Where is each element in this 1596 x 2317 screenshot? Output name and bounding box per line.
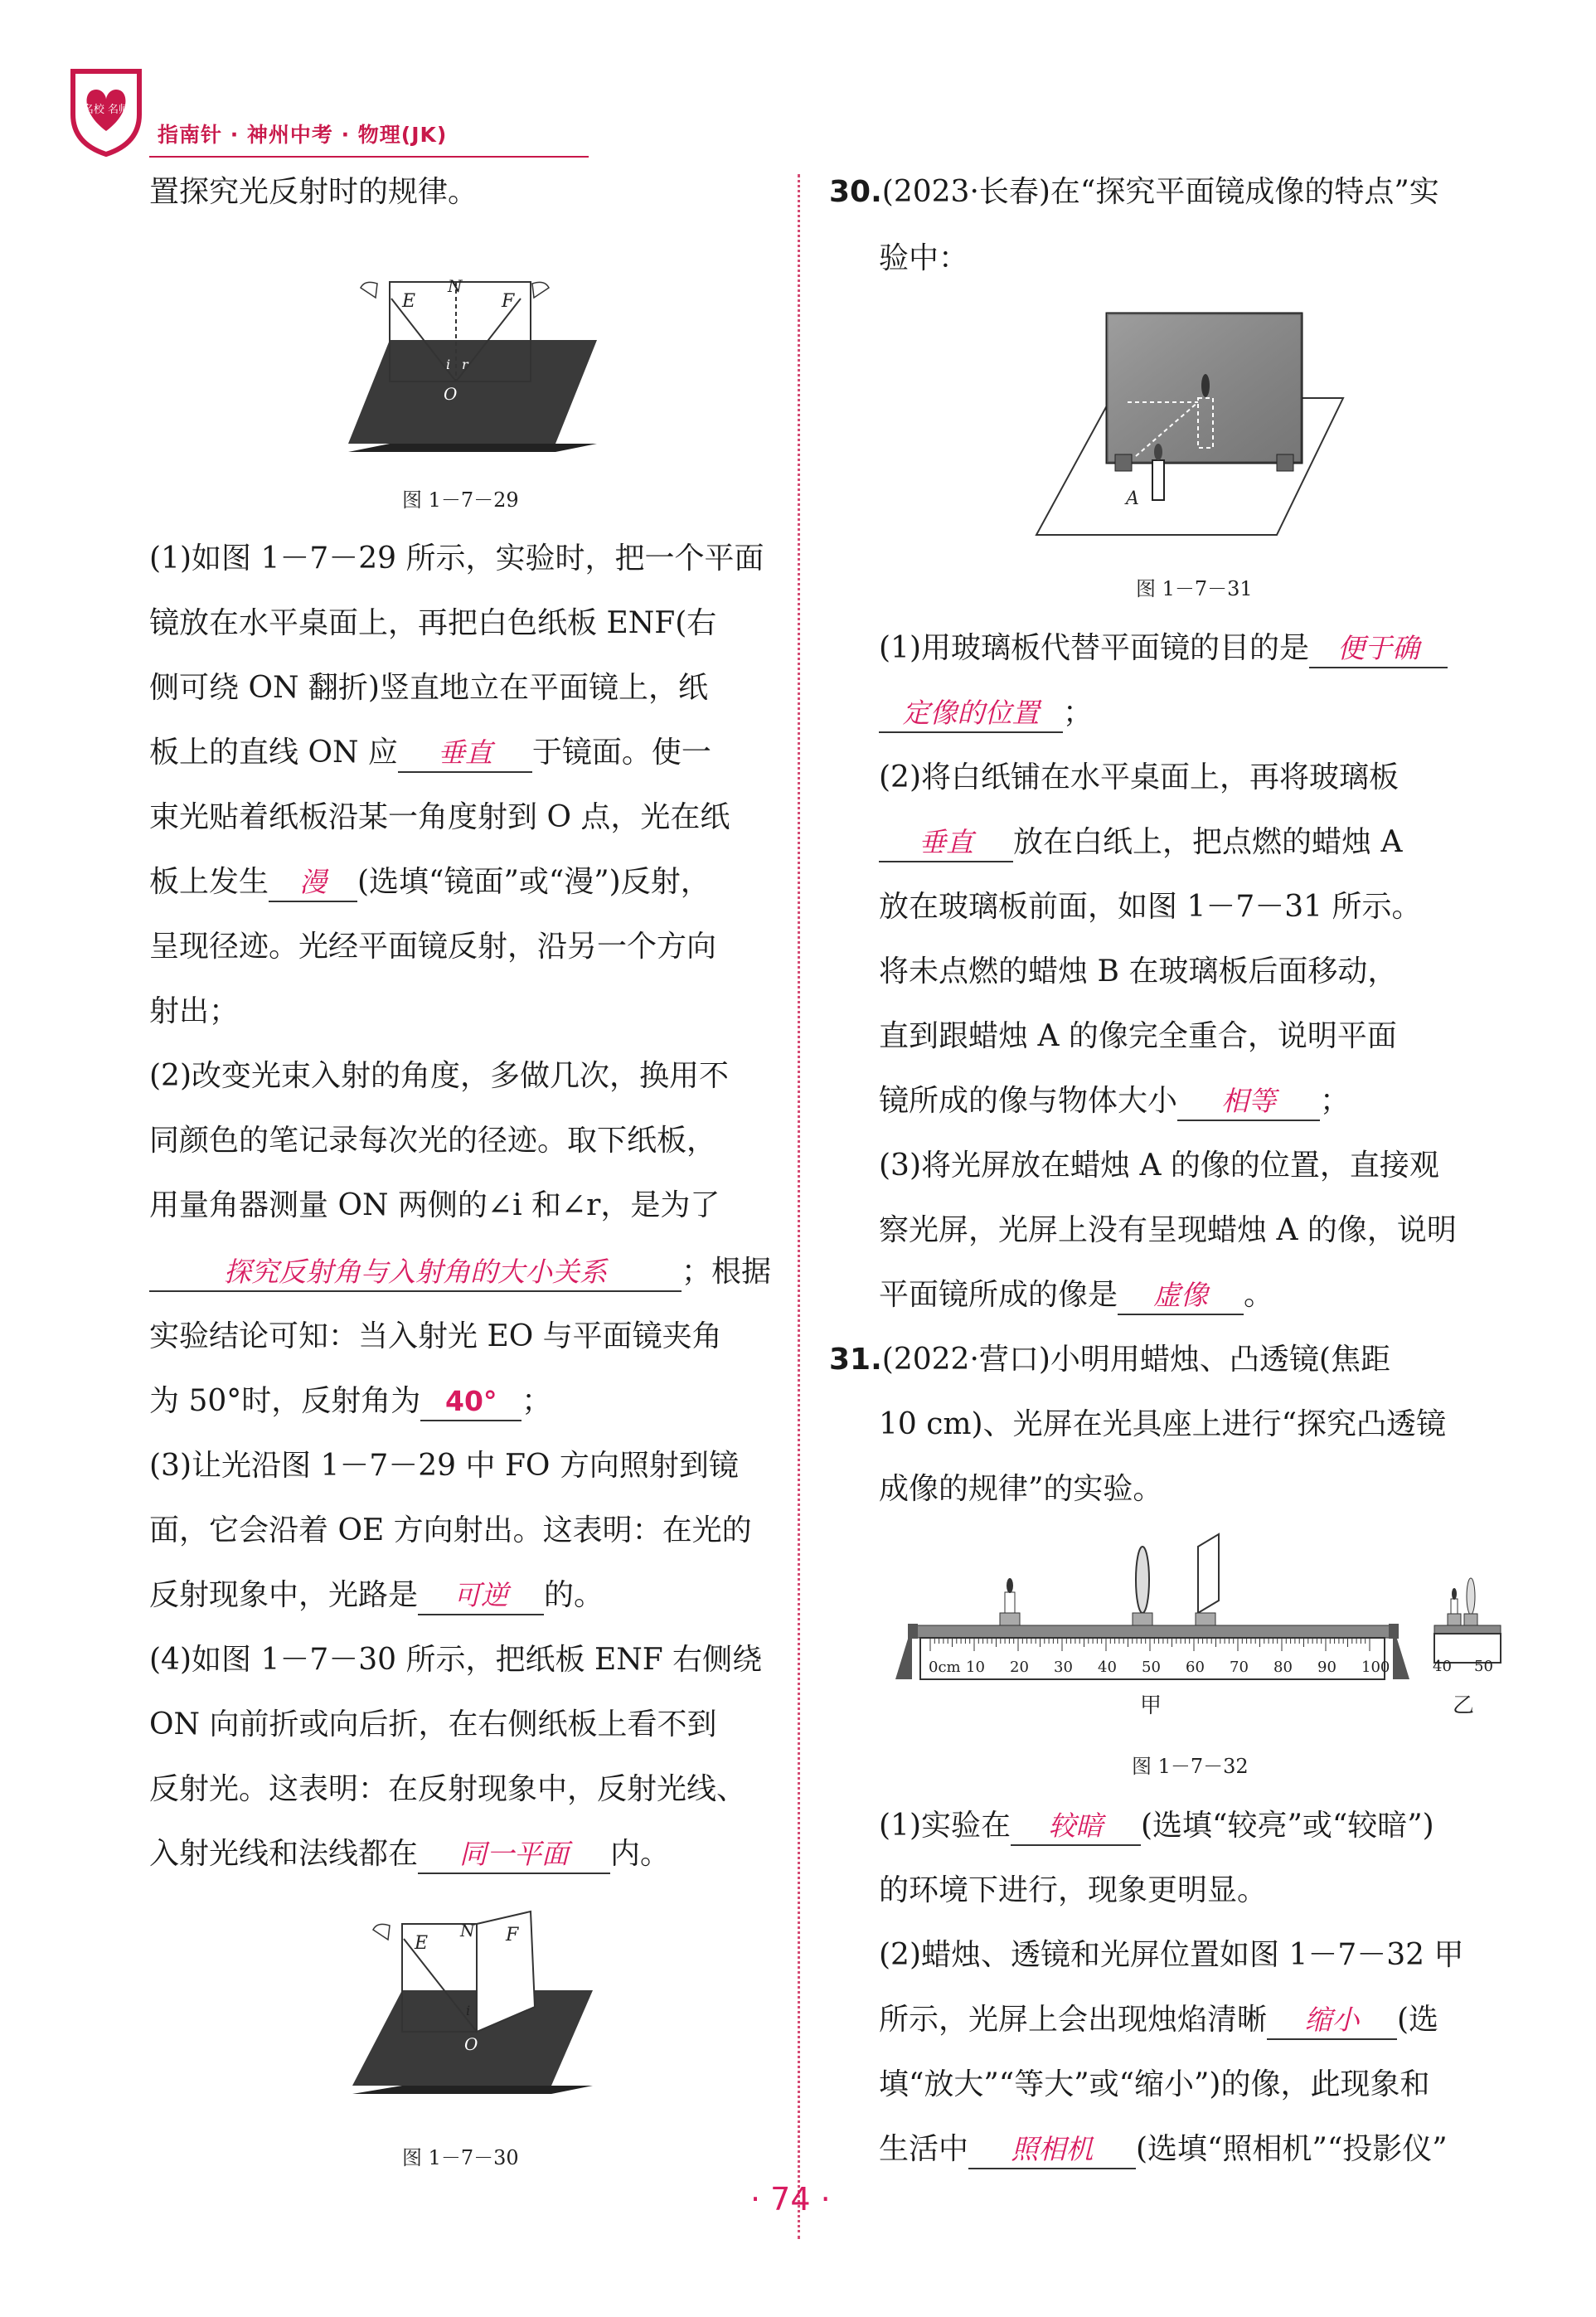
- q31-p2-line2: [879, 2002, 1438, 2040]
- p2-line6: [149, 1383, 551, 1421]
- q31-p1-line2: 的环境下进行，现象更明显。: [879, 1873, 1268, 1907]
- p2-line2: 同颜色的笔记录每次光的径迹。取下纸板，: [149, 1124, 717, 1158]
- q31-p2-l4-a: 生活中: [879, 2132, 969, 2166]
- q31-p2-line4: [879, 2131, 1448, 2169]
- p4-line4-a: 入射光线和法线都在: [149, 1837, 419, 1871]
- q31-p1-line1: [879, 1808, 1434, 1846]
- p1-line6-a: 板上发生: [149, 865, 269, 899]
- q30-p2-line2: [879, 824, 1402, 862]
- q31-line1: [829, 1342, 1390, 1378]
- fig32-label-jia: 甲: [1140, 1693, 1162, 1718]
- q31-line2: 10 cm)、光屏在光具座上进行“探究凸透镜: [879, 1407, 1447, 1441]
- fig29-label-r: r: [462, 357, 468, 372]
- q30-p3-line3: [879, 1277, 1273, 1315]
- ruler-tick-label: 0cm: [929, 1659, 961, 1676]
- answer-reversible: 可逆: [418, 1577, 544, 1615]
- q31-p1-b: (选填“较亮”或“较暗”): [1141, 1809, 1434, 1843]
- p1-line4-b: 于镜面。使一: [531, 736, 711, 770]
- q30-p1-line1: [879, 630, 1448, 668]
- header-title: 指南针 · 神州中考 · 物理(JK): [158, 123, 448, 147]
- ruler-tick-label: 100: [1361, 1659, 1390, 1676]
- q31-p1-a: (1)实验在: [879, 1809, 1011, 1843]
- q30-p1-line2: [879, 695, 1093, 733]
- ruler-tick-label: 70: [1230, 1659, 1249, 1676]
- answer-smaller: 缩小: [1267, 2002, 1397, 2040]
- ruler-tick-label: 80: [1273, 1659, 1293, 1676]
- p4-line2: ON 向前折或向后折，在右侧纸板上看不到: [149, 1707, 717, 1741]
- ruler-tick-label: 40: [1098, 1659, 1117, 1676]
- ruler-tick-label: 90: [1317, 1659, 1336, 1676]
- fig32-label-yi: 乙: [1453, 1693, 1475, 1718]
- fig29-label-o: O: [444, 384, 458, 404]
- q31-p2-l2-a: 所示，光屏上会出现烛焰清晰: [879, 2003, 1268, 2037]
- p2-line6-a: 为 50°时，反射角为: [149, 1384, 421, 1418]
- fig30-caption: 图 1－7－30: [402, 2146, 519, 2169]
- answer-locate-image-2: 定像的位置: [879, 695, 1063, 733]
- fig30-label-o: O: [464, 2034, 478, 2054]
- p1-line8: 射出；: [149, 994, 240, 1028]
- q31-line3: 成像的规律”的实验。: [879, 1472, 1163, 1506]
- fig31-label-a: A: [1126, 488, 1139, 509]
- q30-p2-line3: 放在玻璃板前面，如图 1－7－31 所示。: [879, 890, 1422, 924]
- p1-line7: 呈现径迹。光经平面镜反射，沿另一个方向: [149, 930, 717, 964]
- ruler-tick-label: 30: [1054, 1659, 1073, 1676]
- p4-line4: [149, 1836, 670, 1874]
- p3-line1: (3)让光沿图 1－7－29 中 FO 方向照射到镜: [149, 1449, 739, 1483]
- svg-text:名校 名师: 名校 名师: [82, 104, 130, 116]
- p2-line6-b: ；: [521, 1384, 552, 1418]
- ruler-tick-label: 20: [1010, 1659, 1029, 1676]
- fig32-caption: 图 1－7－32: [1132, 1755, 1249, 1778]
- answer-compare-angles: 探究反射角与入射角的大小关系: [149, 1254, 682, 1292]
- p3-line2: 面，它会沿着 OE 方向射出。这表明：在光的: [149, 1513, 752, 1547]
- figure-1-7-31: [1028, 307, 1360, 539]
- q30-p3-line1: (3)将光屏放在蜡烛 A 的像的位置，直接观: [879, 1149, 1439, 1183]
- left-intro: 置探究光反射时的规律。: [149, 175, 478, 209]
- answer-diffuse: 漫: [269, 864, 357, 902]
- p2-line4: [149, 1254, 771, 1292]
- fig30-label-f: F: [506, 1925, 519, 1945]
- q30-line1: [829, 174, 1439, 211]
- p1-line4-a: 板上的直线 ON 应: [149, 736, 398, 770]
- header-rule: [149, 156, 589, 158]
- figure-1-7-30: [344, 1907, 626, 2098]
- q30-p1-b: ；: [1063, 696, 1094, 730]
- p4-line1: (4)如图 1－7－30 所示，把纸板 ENF 右侧绕: [149, 1643, 763, 1677]
- fig32-small-tick-50: 50: [1474, 1658, 1493, 1675]
- fig29-label-e: E: [402, 291, 416, 312]
- fig30-label-n: N: [460, 1921, 475, 1941]
- answer-locate-image-1: 便于确: [1309, 630, 1448, 668]
- answer-darker: 较暗: [1011, 1808, 1141, 1846]
- p2-line3: 用量角器测量 ON 两侧的∠i 和∠r，是为了: [149, 1188, 720, 1222]
- q30-p2-line4: 将未点燃的蜡烛 B 在玻璃板后面移动，: [879, 954, 1398, 988]
- p1-line2: 镜放在水平桌面上，再把白色纸板 ENF(右: [149, 606, 717, 640]
- fig32-small-tick-40: 40: [1433, 1658, 1452, 1675]
- q30-p2-l6-a: 镜所成的像与物体大小: [879, 1084, 1178, 1118]
- p1-line4: [149, 735, 711, 773]
- p3-line3: [149, 1577, 604, 1615]
- q31-p2-l4-b: (选填“照相机”“投影仪”: [1136, 2132, 1448, 2166]
- ruler-tick-label: 60: [1186, 1659, 1205, 1676]
- ruler-tick-label: 10: [966, 1659, 985, 1676]
- answer-vertical-2: 垂直: [879, 824, 1013, 862]
- q30-p3-l3-b: 。: [1244, 1278, 1274, 1312]
- q31-number: 31.: [829, 1343, 882, 1377]
- p1-line1: (1)如图 1－7－29 所示，实验时，把一个平面: [149, 542, 764, 576]
- fig30-label-i: i: [466, 2003, 471, 2018]
- p1-line6-b: (选填“镜面”或“漫”)反射，: [357, 865, 711, 899]
- p2-line1: (2)改变光束入射的角度，多做几次，换用不: [149, 1059, 729, 1093]
- figure-1-7-29: [340, 265, 638, 456]
- p1-line6: [149, 864, 711, 902]
- answer-virtual-image: 虚像: [1118, 1277, 1244, 1315]
- p2-line5: 实验结论可知：当入射光 EO 与平面镜夹角: [149, 1319, 722, 1353]
- q31-p2-line1: (2)蜡烛、透镜和光屏位置如图 1－7－32 甲: [879, 1938, 1464, 1972]
- fig30-label-e: E: [415, 1933, 429, 1954]
- fig29-label-n: N: [448, 276, 463, 296]
- p1-line3: 侧可绕 ON 翻折)竖直地立在平面镜上，纸: [149, 671, 708, 705]
- q30-p2-l6-b: ；: [1320, 1084, 1351, 1118]
- p3-line3-a: 反射现象中，光路是: [149, 1578, 419, 1612]
- logo: [65, 65, 148, 158]
- q30-p3-line2: 察光屏，光屏上没有呈现蜡烛 A 的像，说明: [879, 1213, 1457, 1247]
- answer-camera: 照相机: [968, 2131, 1136, 2169]
- fig31-caption: 图 1－7－31: [1136, 577, 1253, 600]
- ruler-tick-label: 50: [1142, 1659, 1161, 1676]
- column-divider: [798, 174, 800, 2239]
- q30-p2-line5: 直到跟蜡烛 A 的像完全重合，说明平面: [879, 1019, 1397, 1053]
- p4-line3: 反射光。这表明：在反射现象中，反射光线、: [149, 1772, 747, 1806]
- q30-stem-1: (2023·长春)在“探究平面镜成像的特点”实: [881, 175, 1439, 209]
- p2-line4-b: ；根据: [682, 1255, 772, 1289]
- q31-p2-l2-b: (选: [1397, 2003, 1439, 2037]
- p1-line5: 束光贴着纸板沿某一角度射到 O 点，光在纸: [149, 800, 730, 834]
- fig29-caption: 图 1－7－29: [402, 488, 519, 512]
- fig29-label-i: i: [446, 357, 451, 372]
- q30-p2-line1: (2)将白纸铺在水平桌面上，再将玻璃板: [879, 760, 1399, 794]
- q30-p2-b: 放在白纸上，把点燃的蜡烛 A: [1013, 825, 1403, 859]
- q30-number: 30.: [829, 175, 882, 209]
- p3-line3-b: 的。: [544, 1578, 604, 1612]
- answer-40-degrees: 40°: [420, 1383, 521, 1421]
- answer-same-plane: 同一平面: [418, 1836, 610, 1874]
- q30-p2-line6: [879, 1083, 1350, 1121]
- q31-p2-line3: 填“放大”“等大”或“缩小”)的像，此现象和: [879, 2067, 1430, 2101]
- q30-p3-l3-a: 平面镜所成的像是: [879, 1278, 1118, 1312]
- figure-1-7-32: [879, 1526, 1509, 1725]
- page-number: · 74 ·: [750, 2181, 831, 2217]
- q30-p1-a: (1)用玻璃板代替平面镜的目的是: [879, 631, 1309, 665]
- p4-line4-b: 内。: [610, 1837, 671, 1871]
- answer-vertical: 垂直: [398, 735, 532, 773]
- q30-line2: 验中：: [879, 241, 969, 275]
- answer-equal: 相等: [1177, 1083, 1320, 1121]
- fig29-label-f: F: [502, 291, 515, 312]
- q31-stem-1: (2022·营口)小明用蜡烛、凸透镜(焦距: [881, 1343, 1390, 1377]
